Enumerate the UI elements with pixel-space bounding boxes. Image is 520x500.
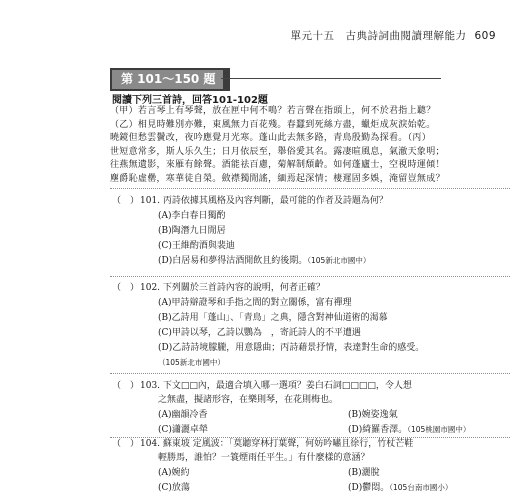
option-d-text: (D)鬱悶。: [348, 483, 390, 493]
option-a: (A)李白春日獨酌: [158, 211, 226, 221]
option-d: [348, 481, 452, 495]
option-d-text: (D)綺羅香澤。: [348, 425, 408, 435]
chapter-title: 單元十五 古典詩詞曲閱讀理解能力: [290, 30, 467, 42]
question-stem: 101. 丙詩依據其風格及內容判斷，最可能的作者及詩題為何？: [140, 196, 388, 206]
question-stem-continued: 之無盡，擬諸形容，在樂則琴，在花則梅也。: [158, 395, 339, 405]
answer-blank[interactable]: （ ）: [112, 381, 140, 391]
passage-line: 曉鏡但愁雲鬢改，夜吟應覺月光寒。蓬山此去無多路，青鳥殷勤為探看。（丙）: [110, 133, 432, 144]
option-b: (B)婉姿逸氣: [348, 410, 398, 420]
answer-blank[interactable]: （ ）: [112, 196, 140, 206]
option-d: [158, 254, 370, 268]
passage-line: 往燕無遺影，來雁有餘聲。酒能祛百慮，菊解制頹齡。如何蓬廬士，空視時運傾！: [110, 160, 445, 171]
passage-line: （乙）相見時難別亦難，東風無力百花殘。春蠶到死絲方盡，蠟炬成灰淚始乾。: [110, 119, 436, 130]
running-header: [0, 28, 496, 43]
option-d: (D)乙詩詩境朦朧，用意隱曲；丙詩藉景抒情，表達對生命的感受。: [158, 343, 425, 353]
option-b: (B)陶潛九日閒居: [158, 226, 226, 236]
option-b: (B)乙詩用「蓬山」、「青鳥」之典，隱含對神仙道術的渴慕: [158, 313, 388, 323]
option-a: (A)甲詩辯證琴和手指之間的對立關係，富有禪理: [158, 298, 352, 308]
source-note: （105台南市國小）: [389, 483, 453, 492]
question-stem: 102. 下列關於三首詩內容的說明，何者正確？: [140, 283, 325, 293]
question-stem: 104. 蘇東坡 定風波：「莫聽穿林打葉聲，何妨吟嘯且徐行，竹杖芒鞋: [140, 439, 414, 449]
passage-line: 塵爵恥虛罍，寒華徒自榮。斂襟獨閒謠，緬焉起深情；棲遲固多娛，淹留豈無成？: [110, 173, 445, 184]
option-a: (A)婉約: [158, 468, 190, 478]
option-c: (C)瀟灑卓犖: [158, 425, 208, 435]
option-c: (C)甲詩以琴，乙詩以鸚為 ，寄託詩人的不平遭遇: [158, 328, 361, 338]
question-divider: [110, 373, 510, 374]
question-divider: [110, 276, 510, 277]
source-note: （105新北市國中）: [307, 256, 371, 265]
passage-line: 世短意常多，斯人乐久生；日月依辰至，舉俗愛其名。露凄暄風息，氣澈天象明；: [110, 146, 445, 157]
option-b: (B)灑脫: [348, 468, 380, 478]
answer-blank[interactable]: （ ）: [112, 439, 140, 449]
option-d-text: (D)白居易和夢得沽酒閒飲且約後期。: [158, 256, 308, 266]
passage-line: （甲）若言琴上有琴聲，放在匣中何不鳴？若言聲在指頭上，何不於君指上聽？: [110, 106, 436, 116]
answer-blank[interactable]: （ ）: [112, 283, 140, 293]
question-divider: [110, 188, 510, 189]
reading-prompt: 閱讀下列三首詩，回答101-102題: [112, 95, 268, 106]
option-c: (C)放蕩: [158, 483, 190, 493]
source-note: （105新北市國中）: [158, 358, 225, 367]
section-divider: [221, 78, 441, 79]
page-number: 609: [474, 30, 496, 42]
section-tab: 第 101～150 題: [110, 68, 230, 91]
poem-passage: [110, 105, 510, 187]
option-a: (A)幽韻冷香: [158, 410, 208, 420]
question-stem: 103. 下文□□內，最適合填入哪一選項？姜白石詞□□□□，令人想: [140, 381, 412, 391]
source-note: （105桃園市國中）: [407, 425, 471, 434]
option-d: [348, 423, 470, 437]
option-c: (C)王維酌酒與裴迪: [158, 241, 235, 251]
question-stem-continued: 輕勝馬，誰怕？一簑煙雨任平生。」有什麼樣的意涵？: [158, 453, 370, 463]
